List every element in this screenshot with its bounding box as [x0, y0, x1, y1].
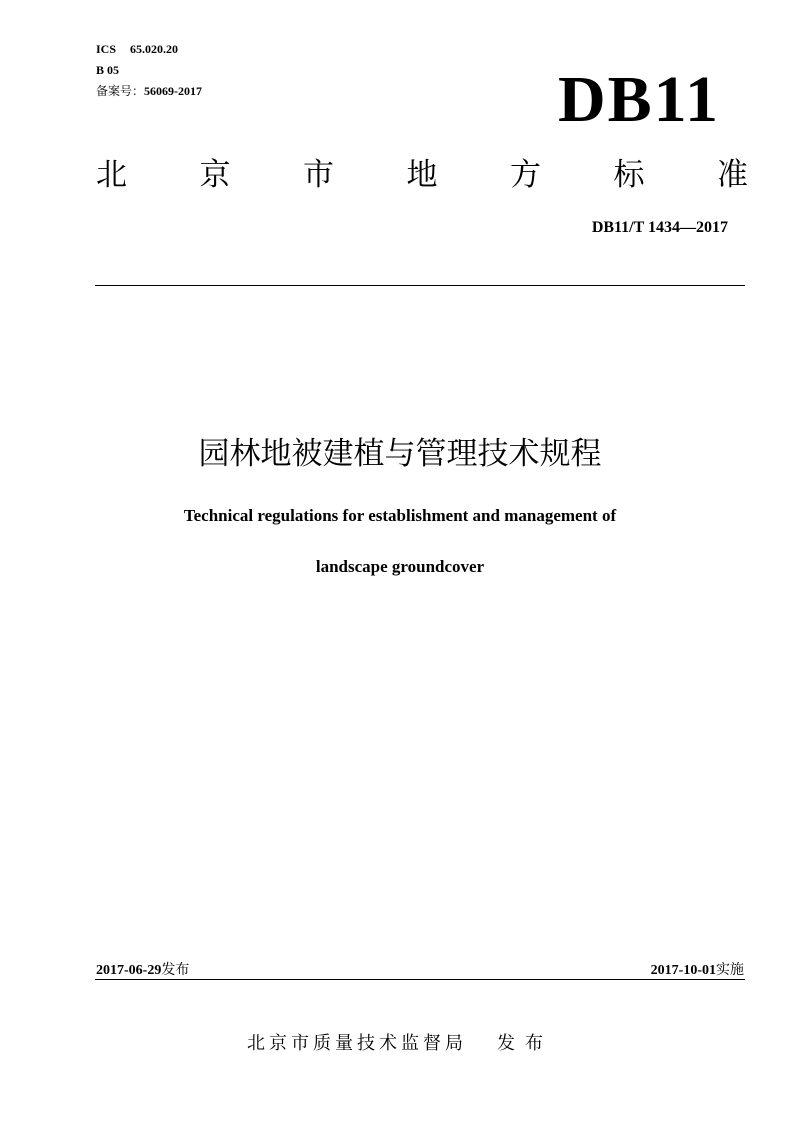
- record-number-line: [96, 84, 202, 98]
- bottom-divider: [95, 979, 745, 980]
- issue-date-line: [96, 960, 189, 981]
- title-chinese: 园林地被建植与管理技术规程: [198, 436, 602, 472]
- category-char: 方: [510, 157, 541, 193]
- category-char: 市: [303, 157, 334, 193]
- standard-number: DB11/T 1434—2017: [591, 219, 728, 236]
- ics-code-line: [96, 42, 178, 56]
- category-char: 标: [613, 157, 645, 193]
- category-char: 地: [406, 157, 438, 193]
- implement-date: 2017-10-01: [650, 963, 716, 978]
- category-char: 北: [96, 157, 127, 193]
- standard-category: [96, 153, 748, 197]
- issue-label: 发布: [161, 962, 190, 978]
- ics-label: ICS: [96, 42, 117, 56]
- record-number: 56069-2017: [144, 84, 203, 98]
- title-english-line-1: Technical regulations for establishment and management of: [183, 506, 617, 525]
- category-char: 京: [199, 157, 231, 193]
- category-char: 准: [717, 157, 748, 193]
- title-english-line-2: landscape groundcover: [315, 557, 485, 576]
- issue-date: 2017-06-29: [96, 963, 162, 978]
- top-divider: [95, 285, 745, 286]
- db-mark: DB11: [557, 63, 720, 136]
- ics-code: 65.020.20: [130, 42, 179, 56]
- implement-date-line: [651, 960, 744, 981]
- ccs-code: B 05: [96, 63, 120, 77]
- implement-label: 实施: [716, 962, 744, 978]
- issuer-line: [0, 1031, 800, 1057]
- issuer-organization: 北京市质量技术监督局: [247, 1033, 467, 1054]
- issuer-action: 发布: [497, 1033, 553, 1054]
- record-label: 备案号：: [96, 84, 145, 98]
